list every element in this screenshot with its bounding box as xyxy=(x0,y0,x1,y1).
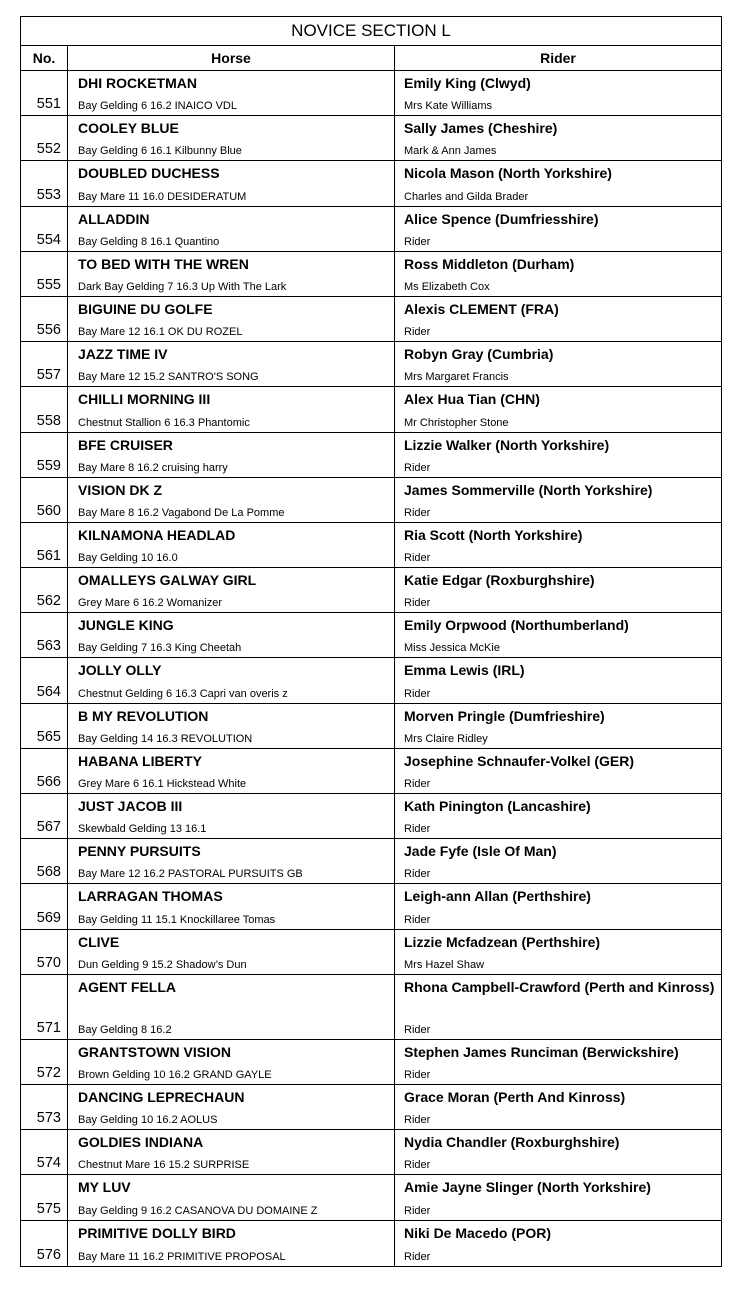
horse-detail: Bay Mare 8 16.2 Vagabond De La Pomme xyxy=(78,506,285,519)
rider-name: Leigh-ann Allan (Perthshire) xyxy=(404,888,591,905)
horse-name: PENNY PURSUITS xyxy=(78,843,201,860)
horse-detail: Bay Gelding 6 16.1 Kilbunny Blue xyxy=(78,145,242,158)
owner-name: Miss Jessica McKie xyxy=(404,642,500,655)
entry-number-text: 567 xyxy=(36,819,61,836)
horse-cell xyxy=(68,161,395,205)
entry-row xyxy=(21,930,721,975)
entry-row xyxy=(21,297,721,342)
horse-name: JAZZ TIME IV xyxy=(78,346,168,363)
horse-cell xyxy=(68,71,395,115)
entry-number xyxy=(21,297,68,341)
horse-name: CHILLI MORNING III xyxy=(78,391,211,408)
owner-name: Rider xyxy=(404,506,431,519)
entry-row xyxy=(21,1130,721,1175)
horse-detail: Dun Gelding 9 15.2 Shadow’s Dun xyxy=(78,958,247,971)
rider-cell xyxy=(395,71,721,115)
rider-cell xyxy=(395,1175,721,1219)
horse-name: TO BED WITH THE WREN xyxy=(78,255,249,272)
entry-number xyxy=(21,342,68,386)
entry-number-text: 557 xyxy=(36,367,61,384)
owner-name: Mrs Claire Ridley xyxy=(404,732,488,745)
rider-name: Emily Orpwood (Northumberland) xyxy=(404,617,629,634)
horse-cell xyxy=(68,1130,395,1174)
horse-name: B MY REVOLUTION xyxy=(78,707,209,724)
horse-detail: Bay Mare 12 16.2 PASTORAL PURSUITS GB xyxy=(78,868,303,881)
rider-cell xyxy=(395,1040,721,1084)
rider-cell xyxy=(395,975,721,1039)
entry-number-text: 562 xyxy=(36,593,61,610)
entry-row xyxy=(21,839,721,884)
owner-name: Rider xyxy=(404,778,431,790)
entry-row xyxy=(21,252,721,297)
rider-cell xyxy=(395,568,721,612)
horse-detail: Bay Gelding 11 15.1 Knockillaree Tomas xyxy=(78,913,276,926)
entry-row xyxy=(21,884,721,929)
entry-number xyxy=(21,1085,68,1129)
rider-cell xyxy=(395,116,721,160)
owner-name: Rider xyxy=(404,913,431,926)
rider-cell xyxy=(395,884,721,928)
horse-cell xyxy=(68,975,395,1039)
header-row xyxy=(21,46,721,71)
entry-number-text: 551 xyxy=(36,96,61,113)
rider-name: Alex Hua Tian (CHN) xyxy=(404,391,540,408)
entry-number-text: 566 xyxy=(36,774,61,790)
entry-number-text: 559 xyxy=(36,457,61,474)
entry-number-text: 569 xyxy=(36,909,61,926)
rider-name: Lizzie Walker (North Yorkshire) xyxy=(404,436,610,453)
horse-detail: Bay Mare 12 16.1 OK DU ROZEL xyxy=(78,326,243,339)
entry-number-text: 572 xyxy=(36,1064,61,1081)
rider-name: Alexis CLEMENT (FRA) xyxy=(404,300,559,317)
entry-number-text: 558 xyxy=(36,412,61,429)
owner-name: Rider xyxy=(404,1250,431,1263)
entry-row xyxy=(21,1040,721,1085)
rider-cell xyxy=(395,161,721,205)
horse-name: JUST JACOB III xyxy=(78,798,183,814)
horse-cell xyxy=(68,478,395,522)
entry-number-text: 565 xyxy=(36,728,61,745)
entry-number-text: 560 xyxy=(36,502,61,519)
rider-name: Ross Middleton (Durham) xyxy=(404,255,575,272)
entry-number xyxy=(21,930,68,974)
horse-cell xyxy=(68,658,395,702)
horse-cell xyxy=(68,523,395,567)
entry-row xyxy=(21,1221,721,1266)
entry-number-text: 553 xyxy=(36,186,61,203)
horse-detail: Bay Mare 11 16.0 DESIDERATUM xyxy=(78,190,247,203)
rider-name: Kath Pinington (Lancashire) xyxy=(404,798,591,814)
horse-name: VISION DK Z xyxy=(78,481,163,498)
entry-row xyxy=(21,704,721,749)
horse-name: COOLEY BLUE xyxy=(78,120,179,137)
horse-name: AGENT FELLA xyxy=(78,978,176,995)
entry-number xyxy=(21,613,68,657)
horse-name: LARRAGAN THOMAS xyxy=(78,888,223,905)
entry-number-text: 576 xyxy=(36,1246,61,1263)
horse-cell xyxy=(68,387,395,431)
rider-name: Grace Moran (Perth And Kinross) xyxy=(404,1088,626,1105)
rider-name: Nicola Mason (North Yorkshire) xyxy=(404,165,612,182)
entry-number-text: 554 xyxy=(36,231,61,248)
owner-name: Rider xyxy=(404,597,431,610)
horse-cell xyxy=(68,297,395,341)
horse-cell xyxy=(68,1221,395,1266)
entry-number-text: 561 xyxy=(36,548,61,565)
owner-name: Rider xyxy=(404,823,431,836)
rider-cell xyxy=(395,749,721,793)
owner-name: Mrs Kate Williams xyxy=(404,100,493,113)
horse-cell xyxy=(68,1085,395,1129)
entry-number-text: 555 xyxy=(36,276,61,293)
horse-detail: Bay Gelding 7 16.3 King Cheetah xyxy=(78,642,242,655)
owner-name: Mark & Ann James xyxy=(404,145,497,158)
entry-number xyxy=(21,1040,68,1084)
entry-row xyxy=(21,749,721,794)
rider-cell xyxy=(395,1221,721,1266)
entry-number-text: 571 xyxy=(36,1019,61,1036)
horse-cell xyxy=(68,1175,395,1219)
owner-name: Rider xyxy=(404,1068,431,1081)
entry-number xyxy=(21,433,68,477)
owner-name: Rider xyxy=(404,1159,431,1172)
rider-cell xyxy=(395,704,721,748)
entry-number xyxy=(21,478,68,522)
entry-number xyxy=(21,568,68,612)
rider-name: Emily King (Clwyd) xyxy=(404,75,531,91)
horse-name: HABANA LIBERTY xyxy=(78,752,202,769)
rider-cell xyxy=(395,252,721,296)
entry-number-text: 568 xyxy=(36,864,61,881)
entry-number-text: 574 xyxy=(36,1155,61,1172)
horse-name: OMALLEYS GALWAY GIRL xyxy=(78,572,257,589)
rider-name: Josephine Schnaufer-Volkel (GER) xyxy=(404,752,635,769)
horse-name: PRIMITIVE DOLLY BIRD xyxy=(78,1224,236,1241)
entry-row xyxy=(21,342,721,387)
header-rider: Rider xyxy=(540,50,576,66)
horse-name: CLIVE xyxy=(78,933,120,950)
horse-cell xyxy=(68,116,395,160)
horse-name: DOUBLED DUCHESS xyxy=(78,165,220,182)
rider-cell xyxy=(395,794,721,838)
horse-cell xyxy=(68,207,395,251)
horse-detail: Dark Bay Gelding 7 16.3 Up With The Lark xyxy=(78,280,287,293)
horse-cell xyxy=(68,794,395,838)
owner-name: Rider xyxy=(404,235,431,248)
rider-name: Rhona Campbell-Crawford (Perth and Kinross) xyxy=(404,978,715,995)
entry-number xyxy=(21,975,68,1039)
entry-row xyxy=(21,207,721,252)
owner-name: Rider xyxy=(404,687,431,700)
entry-row xyxy=(21,1175,721,1220)
rider-cell xyxy=(395,342,721,386)
entry-number xyxy=(21,523,68,567)
owner-name: Rider xyxy=(404,461,431,474)
horse-name: JUNGLE KING xyxy=(78,617,174,634)
rider-name: Niki De Macedo (POR) xyxy=(404,1224,552,1241)
horse-cell xyxy=(68,839,395,883)
horse-detail: Brown Gelding 10 16.2 GRAND GAYLE xyxy=(78,1068,272,1081)
entry-number xyxy=(21,704,68,748)
owner-name: Rider xyxy=(404,1023,431,1036)
start-list-table xyxy=(20,16,722,1267)
entry-row xyxy=(21,387,721,432)
horse-detail: Chestnut Stallion 6 16.3 Phantomic xyxy=(78,416,250,429)
rider-name: Lizzie Mcfadzean (Perthshire) xyxy=(404,933,601,950)
entry-number xyxy=(21,71,68,115)
owner-name: Rider xyxy=(404,552,431,565)
owner-name: Mr Christopher Stone xyxy=(404,416,509,429)
section-title: NOVICE SECTION L xyxy=(21,17,721,46)
entry-row xyxy=(21,478,721,523)
entry-number xyxy=(21,387,68,431)
rider-cell xyxy=(395,613,721,657)
entry-number xyxy=(21,794,68,838)
entry-number-text: 552 xyxy=(36,141,61,158)
entry-number xyxy=(21,116,68,160)
header-no: No. xyxy=(21,46,68,70)
entry-row xyxy=(21,794,721,839)
rider-cell xyxy=(395,930,721,974)
entry-row xyxy=(21,975,721,1040)
horse-cell xyxy=(68,704,395,748)
rider-cell xyxy=(395,1130,721,1174)
owner-name: Mrs Margaret Francis xyxy=(404,371,509,384)
entry-number-text: 563 xyxy=(36,638,61,655)
owner-name: Rider xyxy=(404,868,431,881)
entries-list xyxy=(21,71,721,1266)
rider-name: Katie Edgar (Roxburghshire) xyxy=(404,572,595,589)
entry-number-text: 575 xyxy=(36,1200,61,1217)
rider-cell xyxy=(395,658,721,702)
horse-detail: Grey Mare 6 16.2 Womanizer xyxy=(78,597,223,610)
entry-number xyxy=(21,749,68,793)
rider-name: Emma Lewis (IRL) xyxy=(404,662,525,679)
rider-cell xyxy=(395,523,721,567)
owner-name: Rider xyxy=(404,1114,431,1127)
rider-name: Robyn Gray (Cumbria) xyxy=(404,346,554,363)
horse-name: BIGUINE DU GOLFE xyxy=(78,300,213,317)
owner-name: Mrs Hazel Shaw xyxy=(404,958,485,971)
rider-name: Sally James (Cheshire) xyxy=(404,120,558,137)
horse-cell xyxy=(68,930,395,974)
entry-row xyxy=(21,613,721,658)
entry-number-text: 556 xyxy=(36,322,61,339)
entry-row xyxy=(21,71,721,116)
horse-name: GOLDIES INDIANA xyxy=(78,1134,204,1151)
horse-cell xyxy=(68,613,395,657)
horse-detail: Bay Gelding 6 16.2 INAICO VDL xyxy=(78,100,237,113)
entry-row xyxy=(21,658,721,703)
rider-cell xyxy=(395,297,721,341)
horse-detail: Bay Gelding 8 16.1 Quantino xyxy=(78,235,220,248)
horse-detail: Bay Gelding 9 16.2 CASANOVA DU DOMAINE Z xyxy=(78,1204,318,1217)
rider-name: Amie Jayne Slinger (North Yorkshire) xyxy=(404,1179,651,1196)
entry-number xyxy=(21,1130,68,1174)
owner-name: Ms Elizabeth Cox xyxy=(404,280,490,293)
horse-detail: Skewbald Gelding 13 16.1 xyxy=(78,823,207,836)
horse-detail: Bay Gelding 10 16.0 xyxy=(78,552,178,565)
horse-cell xyxy=(68,568,395,612)
horse-detail: Bay Mare 11 16.2 PRIMITIVE PROPOSAL xyxy=(78,1250,286,1263)
horse-detail: Bay Gelding 8 16.2 xyxy=(78,1023,172,1036)
horse-detail: Bay Gelding 14 16.3 REVOLUTION xyxy=(78,732,253,745)
horse-detail: Bay Mare 12 15.2 SANTRO'S SONG xyxy=(78,371,259,384)
horse-name: DANCING LEPRECHAUN xyxy=(78,1088,245,1105)
horse-name: GRANTSTOWN VISION xyxy=(78,1043,231,1060)
horse-cell xyxy=(68,1040,395,1084)
entry-number-text: 570 xyxy=(36,954,61,971)
entry-number-text: 573 xyxy=(36,1110,61,1127)
entry-number xyxy=(21,161,68,205)
horse-name: DHI ROCKETMAN xyxy=(78,75,197,91)
rider-cell xyxy=(395,478,721,522)
rider-name: Alice Spence (Dumfriesshire) xyxy=(404,210,599,227)
horse-name: MY LUV xyxy=(78,1179,131,1196)
horse-name: KILNAMONA HEADLAD xyxy=(78,526,236,543)
rider-name: Stephen James Runciman (Berwickshire) xyxy=(404,1043,679,1060)
horse-cell xyxy=(68,884,395,928)
entry-number xyxy=(21,207,68,251)
horse-detail: Bay Gelding 10 16.2 AOLUS xyxy=(78,1114,218,1127)
horse-name: ALLADDIN xyxy=(78,210,150,227)
entry-row xyxy=(21,1085,721,1130)
entry-row xyxy=(21,433,721,478)
owner-name: Charles and Gilda Brader xyxy=(404,190,529,203)
horse-cell xyxy=(68,342,395,386)
rider-name: Morven Pringle (Dumfrieshire) xyxy=(404,707,605,724)
horse-detail: Bay Mare 8 16.2 cruising harry xyxy=(78,461,228,474)
owner-name: Rider xyxy=(404,326,431,339)
rider-cell xyxy=(395,839,721,883)
horse-detail: Chestnut Gelding 6 16.3 Capri van overis z xyxy=(78,687,288,700)
entry-number xyxy=(21,1221,68,1266)
rider-name: James Sommerville (North Yorkshire) xyxy=(404,481,653,498)
entry-number-text: 564 xyxy=(36,683,61,700)
horse-cell xyxy=(68,749,395,793)
entry-row xyxy=(21,116,721,161)
rider-cell xyxy=(395,387,721,431)
owner-name: Rider xyxy=(404,1204,431,1217)
entry-number xyxy=(21,252,68,296)
horse-name: JOLLY OLLY xyxy=(78,662,162,679)
rider-cell xyxy=(395,207,721,251)
horse-cell xyxy=(68,252,395,296)
rider-name: Ria Scott (North Yorkshire) xyxy=(404,526,583,543)
entry-number xyxy=(21,839,68,883)
entry-row xyxy=(21,523,721,568)
horse-name: BFE CRUISER xyxy=(78,436,173,453)
entry-row xyxy=(21,161,721,206)
horse-cell xyxy=(68,433,395,477)
entry-number xyxy=(21,658,68,702)
horse-detail: Chestnut Mare 16 15.2 SURPRISE xyxy=(78,1159,250,1172)
header-horse: Horse xyxy=(68,46,395,70)
rider-cell xyxy=(395,1085,721,1129)
rider-name: Nydia Chandler (Roxburghshire) xyxy=(404,1134,620,1151)
entry-number xyxy=(21,1175,68,1219)
horse-detail: Grey Mare 6 16.1 Hickstead White xyxy=(78,778,247,790)
entry-row xyxy=(21,568,721,613)
rider-cell xyxy=(395,433,721,477)
rider-name: Jade Fyfe (Isle Of Man) xyxy=(404,843,557,860)
entry-number xyxy=(21,884,68,928)
